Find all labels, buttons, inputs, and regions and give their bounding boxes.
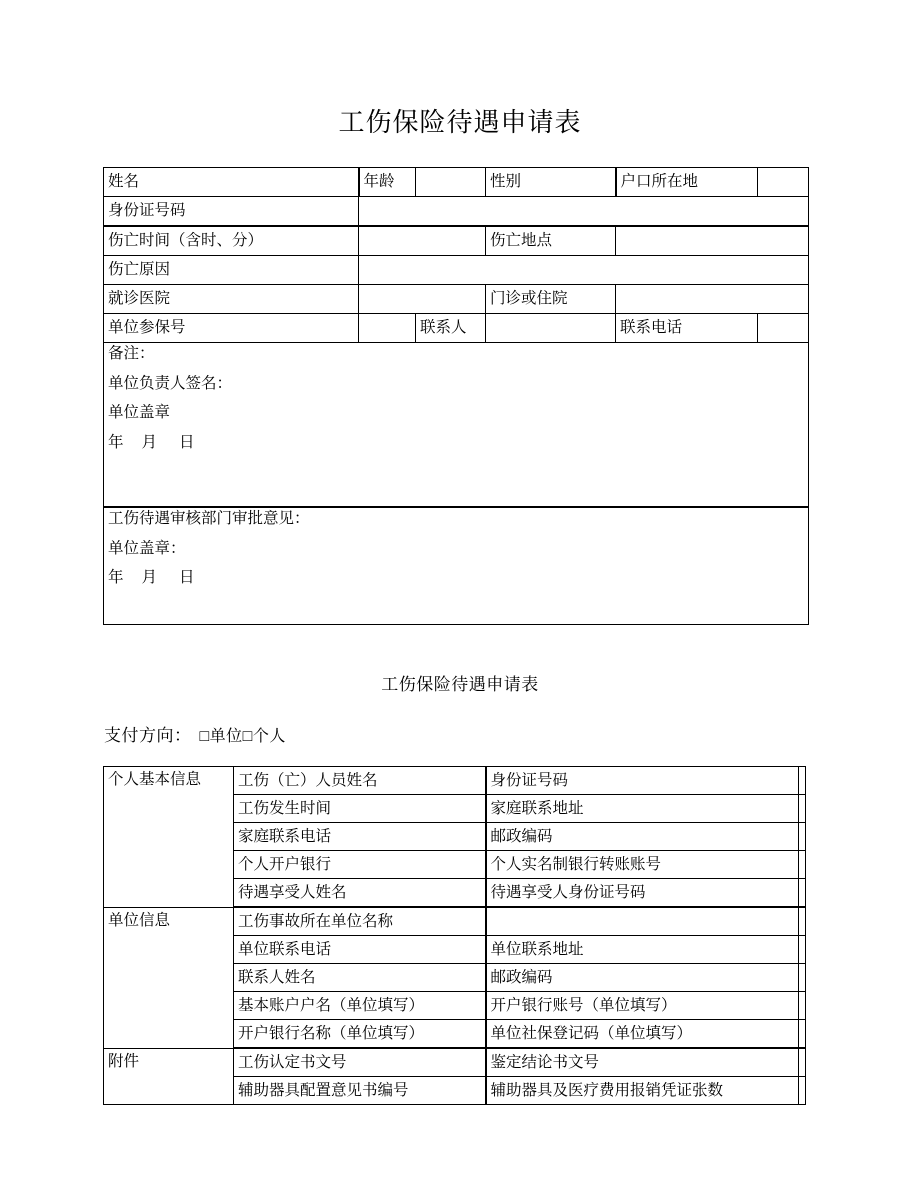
field-value-cell[interactable] — [799, 936, 806, 964]
approval-label: 工伤待遇审核部门审批意见： — [108, 510, 310, 527]
payment-option-individual[interactable]: □个人 — [242, 728, 286, 745]
cell-contact-phone-value[interactable] — [758, 314, 809, 343]
table-row — [104, 767, 806, 795]
table-row — [104, 507, 809, 625]
cell-hospital-label: 就诊医院 — [104, 285, 359, 314]
page-title: 工伤保险待遇申请表 — [338, 108, 582, 137]
payment-option-unit[interactable]: □单位 — [199, 728, 243, 745]
injury-report-table — [103, 167, 809, 625]
cell-contact-person-value[interactable] — [486, 314, 616, 343]
field-label-right: 邮政编码 — [486, 823, 799, 851]
field-label-left: 工伤认定书文号 — [234, 1048, 486, 1077]
spacer — [108, 391, 806, 405]
cell-casualty-time-value[interactable] — [359, 226, 486, 256]
payment-direction-label: 支付方向： — [104, 726, 192, 745]
field-label-right: 家庭联系地址 — [486, 795, 799, 823]
cell-cause-value[interactable] — [359, 256, 809, 285]
cell-remarks-block[interactable] — [104, 343, 809, 508]
cell-gender-label: 性别 — [486, 168, 616, 197]
approval-seal-label: 单位盖章： — [108, 539, 186, 557]
field-label-right: 身份证号码 — [486, 767, 799, 795]
field-value-cell[interactable] — [799, 1077, 806, 1105]
field-value-cell[interactable] — [799, 1020, 806, 1049]
field-label-left: 单位联系电话 — [234, 936, 486, 964]
unit-signature-label: 单位负责人签名： — [108, 374, 233, 392]
cell-insurance-no-value[interactable] — [359, 314, 416, 343]
table-row — [104, 1048, 806, 1077]
field-label-right: 辅助器具及医疗费用报销凭证张数 — [486, 1077, 799, 1105]
table-row — [104, 907, 806, 936]
field-label-left: 联系人姓名 — [234, 964, 486, 992]
date-line — [108, 570, 806, 586]
cell-hospital-value[interactable] — [359, 285, 486, 314]
unit-seal-label: 单位盖章 — [108, 404, 171, 421]
table-row — [104, 314, 809, 343]
cell-approval-block[interactable] — [104, 507, 809, 625]
date-month: 月 — [141, 569, 158, 586]
table-row — [104, 256, 809, 285]
field-label-left: 开户银行名称（单位填写） — [234, 1020, 486, 1049]
field-label-left: 基本账户户名（单位填写） — [234, 992, 486, 1020]
field-label-left: 待遇享受人姓名 — [234, 879, 486, 908]
spacer — [108, 421, 806, 435]
field-value-cell[interactable] — [799, 851, 806, 879]
group-label: 附件 — [104, 1048, 234, 1105]
field-value-cell[interactable] — [799, 795, 806, 823]
date-day: 日 — [179, 569, 195, 586]
field-value-cell[interactable] — [799, 907, 806, 936]
field-label-right: 个人实名制银行转账账号 — [486, 851, 799, 879]
field-value-cell[interactable] — [799, 964, 806, 992]
cell-contact-phone-label: 联系电话 — [616, 314, 758, 343]
cell-contact-person-label: 联系人 — [416, 314, 486, 343]
date-line — [108, 435, 806, 451]
field-label-right: 鉴定结论书文号 — [486, 1048, 799, 1077]
cell-name-label: 姓名 — [104, 168, 359, 197]
field-label-right — [486, 907, 799, 936]
spacer — [108, 556, 806, 570]
spacer — [108, 527, 806, 541]
date-day: 日 — [179, 433, 195, 451]
table-row — [104, 168, 809, 197]
table-row — [104, 285, 809, 314]
cell-casualty-place-label: 伤亡地点 — [486, 226, 616, 256]
field-label-left: 工伤（亡）人员姓名 — [234, 767, 486, 795]
field-value-cell[interactable] — [799, 879, 806, 908]
cell-cause-label: 伤亡原因 — [104, 256, 359, 285]
date-year: 年 — [108, 569, 124, 586]
date-month: 月 — [141, 433, 158, 451]
field-label-left: 家庭联系电话 — [234, 823, 486, 851]
field-label-right: 邮政编码 — [486, 964, 799, 992]
cell-household-label: 户口所在地 — [616, 168, 758, 197]
group-label: 个人基本信息 — [104, 767, 234, 908]
cell-age-value[interactable] — [416, 168, 486, 197]
application-detail-table — [103, 766, 806, 1105]
field-label-right: 开户银行账号（单位填写） — [486, 992, 799, 1020]
field-label-right: 单位社保登记码（单位填写） — [486, 1020, 799, 1049]
cell-casualty-place-value[interactable] — [616, 226, 809, 256]
section-title: 工伤保险待遇申请表 — [381, 675, 539, 694]
cell-age-label: 年龄 — [359, 168, 416, 197]
spacer — [108, 362, 806, 376]
field-value-cell[interactable] — [799, 992, 806, 1020]
field-label-left: 工伤事故所在单位名称 — [234, 907, 486, 936]
cell-id-value[interactable] — [359, 197, 809, 227]
cell-household-value[interactable] — [758, 168, 809, 197]
payment-direction — [104, 724, 286, 749]
cell-casualty-time-label: 伤亡时间（含时、分） — [104, 226, 359, 256]
cell-id-label: 身份证号码 — [104, 197, 359, 227]
field-value-cell[interactable] — [799, 1048, 806, 1077]
field-label-left: 个人开户银行 — [234, 851, 486, 879]
field-label-right: 单位联系地址 — [486, 936, 799, 964]
group-label: 单位信息 — [104, 907, 234, 1048]
table-row — [104, 197, 809, 227]
cell-visit-type-value[interactable] — [616, 285, 809, 314]
table-row — [104, 226, 809, 256]
cell-visit-type-label: 门诊或住院 — [486, 285, 616, 314]
table-row — [104, 343, 809, 508]
field-label-left: 工伤发生时间 — [234, 795, 486, 823]
cell-insurance-no-label: 单位参保号 — [104, 314, 359, 343]
remarks-label: 备注： — [108, 345, 155, 362]
field-value-cell[interactable] — [799, 767, 806, 795]
field-label-right: 待遇享受人身份证号码 — [486, 879, 799, 908]
field-value-cell[interactable] — [799, 823, 806, 851]
date-year: 年 — [108, 433, 124, 451]
field-label-left: 辅助器具配置意见书编号 — [234, 1077, 486, 1105]
